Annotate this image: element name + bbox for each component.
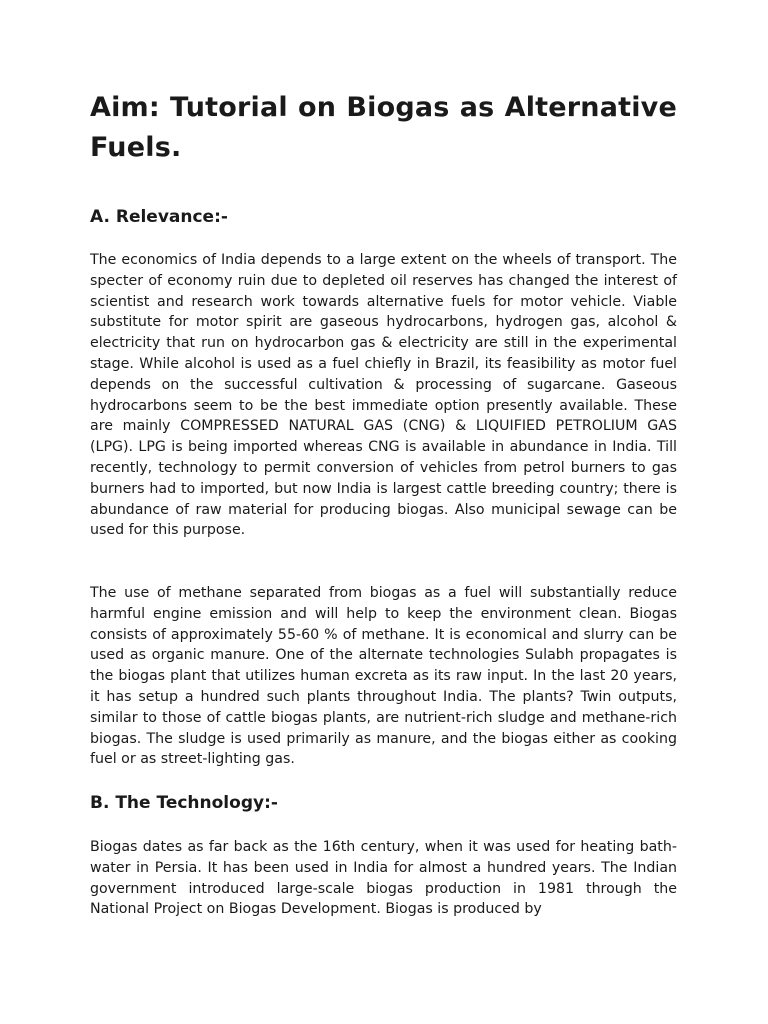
section-heading-relevance: A. Relevance:- bbox=[90, 207, 228, 227]
section-heading-technology: B. The Technology:- bbox=[90, 793, 278, 813]
paragraph-relevance-1: The economics of India depends to a large extent on the wheels of transport. The specter of economy ruin due to depleted oil reserves has changed the interest of scientist and research work towards alternative fuels for motor vehicle. Viable substitute for motor spirit are gaseous hydrocarbons, hydrogen gas, alcohol & electricity that run on hydrocarbon gas & electricity are still in the experimental stage. While alcohol is used as a fuel chiefly in Brazil, its feasibility as motor fuel depends on the successful cultivation & processing of sugarcane. Gaseous hydrocarbons seem to be the best immediate option presently available. These are mainly COMPRESSED NATURAL GAS (CNG) & LIQUIFIED PETROLIUM GAS (LPG). LPG is being imported whereas CNG is available in abundance in India. Till recently, technology to permit conversion of vehicles from petrol burners to gas burners had to imported, but now India is largest cattle breeding country; there is abundance of raw material for producing biogas. Also municipal sewage can be used for this purpose. bbox=[90, 252, 677, 539]
paragraph-relevance-2: The use of methane separated from biogas as a fuel will substantially reduce harmful engine emission and will help to keep the environment clean. Biogas consists of approximately 55-60 % of methane. It is economical and slurry can be used as organic manure. One of the alternate technologies Sulabh propagates is the biogas plant that utilizes human excreta as its raw input. In the last 20 years, it has setup a hundred such plants throughout India. The plants? Twin outputs, similar to those of cattle biogas plants, are nutrient-rich sludge and methane-rich biogas. The sludge is used primarily as manure, and the biogas either as cooking fuel or as street-lighting gas. bbox=[90, 585, 677, 768]
paragraph-technology-1: Biogas dates as far back as the 16th century, when it was used for heating bath-water in Persia. It has been used in India for almost a hundred years. The Indian government introduced large-scale biogas production in 1981 through the National Project on Biogas Development. Biogas is produced by bbox=[90, 839, 677, 918]
document-title: Aim: Tutorial on Biogas as Alternative Fuels. bbox=[90, 92, 677, 163]
